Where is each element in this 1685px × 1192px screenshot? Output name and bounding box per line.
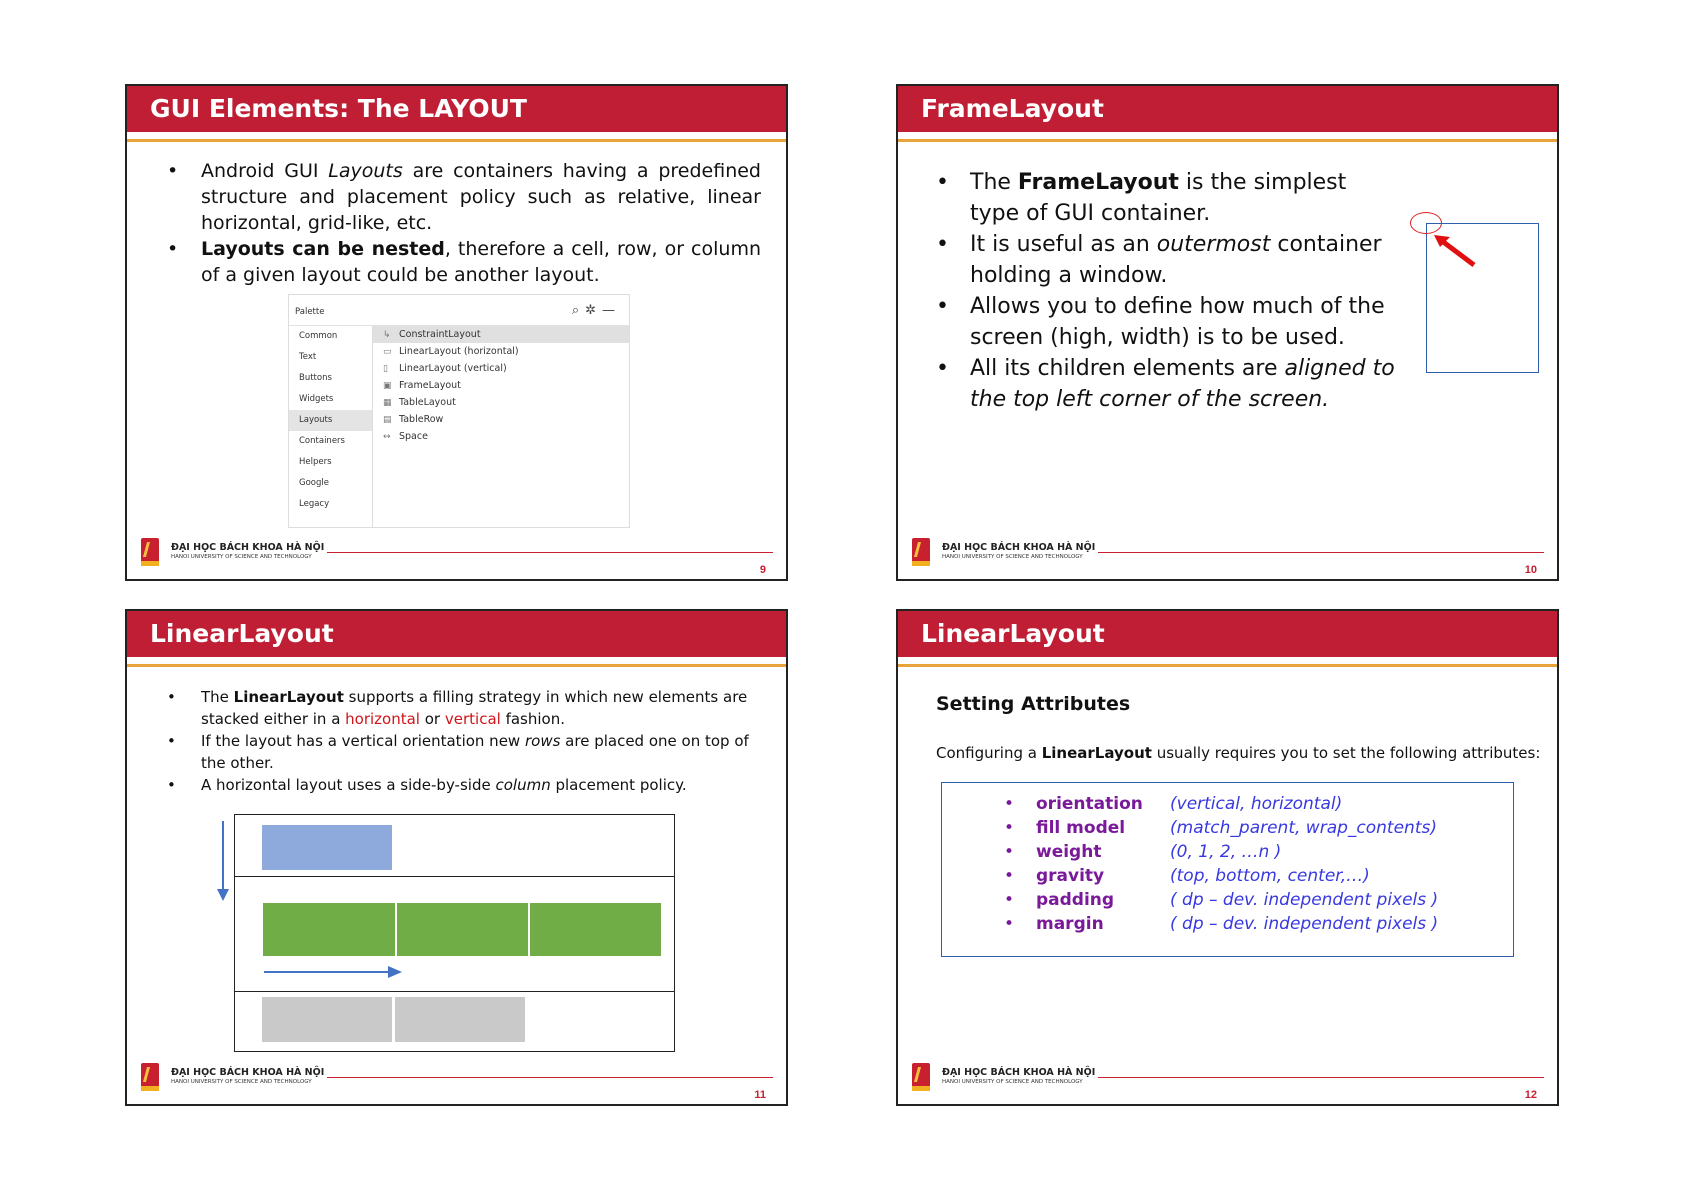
bullet: • <box>1004 842 1015 862</box>
bullet-item <box>970 353 1400 415</box>
university-name: ĐẠI HỌC BÁCH KHOA HÀ NỘI <box>942 542 1096 553</box>
bold-text: LinearLayout <box>1041 744 1152 762</box>
university-subtitle: HANOI UNIVERSITY OF SCIENCE AND TECHNOLOGY <box>942 554 1083 560</box>
grey-block <box>395 997 525 1042</box>
text: The <box>970 170 1018 195</box>
text: supports a filling strategy in which new elements are stacked either in a <box>201 688 748 728</box>
text: , therefore a cell, row, or column of a given layout could be another layout. <box>201 238 761 286</box>
slide-9 <box>125 84 788 581</box>
slide-10 <box>896 84 1559 581</box>
horizontal-arrow-icon <box>264 965 402 979</box>
emphasis: column <box>495 776 551 794</box>
frame-layout-icon: ▣ <box>383 381 392 391</box>
emphasis: aligned to the top left corner of the screen. <box>970 356 1395 412</box>
attribute-name: orientation <box>1036 794 1143 814</box>
item-label: TableRow <box>399 414 444 425</box>
text: A horizontal layout uses a side-by-side <box>201 776 496 794</box>
title-rule <box>127 139 786 142</box>
palette-category[interactable]: Common <box>299 331 338 341</box>
attribute-name: margin <box>1036 914 1104 934</box>
horizontal-block <box>530 903 661 956</box>
slide-12 <box>896 609 1559 1106</box>
row-divider <box>235 876 674 877</box>
attribute-name: gravity <box>1036 866 1105 886</box>
footer-rule <box>327 1077 773 1078</box>
palette-category-selected[interactable]: Layouts <box>289 410 372 431</box>
footer-rule <box>1098 552 1544 553</box>
slide-title: LinearLayout <box>127 611 786 657</box>
table-layout-icon: ▦ <box>383 398 392 408</box>
highlight-text: vertical <box>444 710 501 728</box>
page-number: 12 <box>1524 1089 1537 1101</box>
minimize-icon[interactable]: — <box>602 303 621 318</box>
bullet-list <box>970 167 1400 415</box>
bullet: • <box>1004 890 1015 910</box>
university-name: ĐẠI HỌC BÁCH KHOA HÀ NỘI <box>942 1067 1096 1078</box>
bullet: • <box>1004 866 1015 886</box>
palette-category[interactable]: Widgets <box>299 394 334 404</box>
bullet-item <box>201 686 761 730</box>
university-subtitle: HANOI UNIVERSITY OF SCIENCE AND TECHNOLOGY <box>171 554 312 560</box>
palette-toolbar <box>572 303 621 318</box>
attribute-value: (match_parent, wrap_contents) <box>1170 818 1437 838</box>
section-heading: Setting Attributes <box>936 693 1131 715</box>
item-label: LinearLayout (horizontal) <box>399 346 519 357</box>
item-label: ConstraintLayout <box>399 329 481 340</box>
title-rule <box>127 664 786 667</box>
gear-icon[interactable]: ✲ <box>585 303 602 318</box>
attribute-list-box <box>941 782 1514 957</box>
vertical-arrow-icon <box>216 821 230 901</box>
attribute-value: (top, bottom, center,…) <box>1170 866 1370 886</box>
text: or <box>419 710 445 728</box>
palette-category[interactable]: Legacy <box>299 499 330 509</box>
intro-text <box>936 744 1540 762</box>
bullet: • <box>1004 818 1015 838</box>
linear-vertical-icon: ▯ <box>383 364 388 374</box>
palette-item[interactable] <box>373 326 629 343</box>
title-rule <box>898 139 1557 142</box>
palette-category[interactable]: Containers <box>299 436 345 446</box>
arrow-icon <box>1434 235 1478 269</box>
table-row-icon: ▤ <box>383 415 392 425</box>
palette-item[interactable] <box>373 394 629 411</box>
bold-text: Layouts can be nested <box>201 238 445 260</box>
bullet-item <box>201 774 761 796</box>
attribute-value: (vertical, horizontal) <box>1170 794 1343 814</box>
text: Android GUI <box>201 160 329 182</box>
university-logo <box>141 538 159 566</box>
university-name: ĐẠI HỌC BÁCH KHOA HÀ NỘI <box>171 1067 325 1078</box>
grey-block <box>262 997 392 1042</box>
bullet-item <box>201 730 761 774</box>
palette-categories <box>289 326 373 527</box>
bullet-item <box>970 229 1400 291</box>
palette-item[interactable] <box>373 377 629 394</box>
constraint-layout-icon: ↳ <box>383 330 391 340</box>
highlight-text: horizontal <box>345 710 420 728</box>
bullet: • <box>1004 914 1015 934</box>
bullet-list <box>201 686 761 796</box>
university-logo <box>912 1063 930 1091</box>
palette-category[interactable]: Buttons <box>299 373 332 383</box>
row-divider <box>235 991 674 992</box>
item-label: TableLayout <box>399 397 456 408</box>
university-subtitle: HANOI UNIVERSITY OF SCIENCE AND TECHNOLOGY <box>942 1079 1083 1085</box>
search-icon[interactable]: ⌕ <box>571 303 586 318</box>
space-icon: ↔ <box>383 432 391 442</box>
title-rule <box>898 664 1557 667</box>
palette-item[interactable] <box>373 428 629 445</box>
palette-header <box>289 295 629 326</box>
palette-items <box>373 326 629 445</box>
linear-layout-diagram <box>234 814 675 1052</box>
vertical-block <box>262 825 392 870</box>
palette-category[interactable]: Helpers <box>299 457 332 467</box>
bullet-item <box>970 167 1400 229</box>
university-subtitle: HANOI UNIVERSITY OF SCIENCE AND TECHNOLOGY <box>171 1079 312 1085</box>
bullet-item <box>201 158 761 236</box>
slide-title: FrameLayout <box>898 86 1557 132</box>
text: usually requires you to set the following attributes: <box>1151 744 1541 762</box>
text: fashion. <box>500 710 565 728</box>
attribute-name: padding <box>1036 890 1115 910</box>
text: is the simplest type of GUI container. <box>970 170 1347 226</box>
text: Configuring a <box>936 744 1042 762</box>
bullet-item <box>970 291 1400 353</box>
university-name: ĐẠI HỌC BÁCH KHOA HÀ NỘI <box>171 542 325 553</box>
bold-text: FrameLayout <box>1017 170 1179 195</box>
palette-item[interactable] <box>373 343 629 360</box>
text: The <box>201 688 234 706</box>
palette-panel <box>288 294 630 528</box>
palette-item[interactable] <box>373 411 629 428</box>
page-number: 9 <box>759 564 766 576</box>
text: It is useful as an <box>970 232 1157 257</box>
bold-text: LinearLayout <box>233 688 344 706</box>
slide-title: LinearLayout <box>898 611 1557 657</box>
bullet-item <box>201 236 761 288</box>
page-number: 10 <box>1524 564 1537 576</box>
text: are placed one on top of the other. <box>201 732 749 772</box>
page-number: 11 <box>754 1089 766 1101</box>
linear-horizontal-icon: ▭ <box>383 347 392 357</box>
text: Allows you to define how much of the screen (high, width) is to be used. <box>970 294 1385 350</box>
emphasis: Layouts <box>328 160 403 182</box>
horizontal-block <box>263 903 395 956</box>
slide-title: GUI Elements: The LAYOUT <box>127 86 786 132</box>
attribute-value: (0, 1, 2, …n ) <box>1170 842 1282 862</box>
university-logo <box>912 538 930 566</box>
footer-rule <box>1098 1077 1544 1078</box>
bullet-list <box>201 158 761 288</box>
palette-item[interactable] <box>373 360 629 377</box>
text: are containers having a predefined structure and placement policy such as relative, linear horizontal, grid-like, etc. <box>201 160 761 234</box>
item-label: FrameLayout <box>399 380 461 391</box>
text: All its children elements are <box>970 356 1285 381</box>
palette-title: Palette <box>295 307 325 317</box>
attribute-value: ( dp – dev. independent pixels ) <box>1170 914 1439 934</box>
attribute-name: fill model <box>1036 818 1126 838</box>
item-label: Space <box>399 431 428 442</box>
emphasis: rows <box>524 732 561 750</box>
text: placement policy. <box>550 776 687 794</box>
bullet: • <box>1004 794 1015 814</box>
attribute-value: ( dp – dev. independent pixels ) <box>1170 890 1439 910</box>
horizontal-block <box>397 903 528 956</box>
text: container holding a window. <box>970 232 1382 288</box>
corner-highlight-circle <box>1410 212 1442 234</box>
footer-rule <box>327 552 773 553</box>
university-logo <box>141 1063 159 1091</box>
palette-category[interactable]: Google <box>299 478 329 488</box>
text: If the layout has a vertical orientation new <box>201 732 525 750</box>
item-label: LinearLayout (vertical) <box>399 363 507 374</box>
slide-11 <box>125 609 788 1106</box>
palette-category[interactable]: Text <box>299 352 317 362</box>
emphasis: outermost <box>1156 232 1271 257</box>
attribute-name: weight <box>1036 842 1102 862</box>
